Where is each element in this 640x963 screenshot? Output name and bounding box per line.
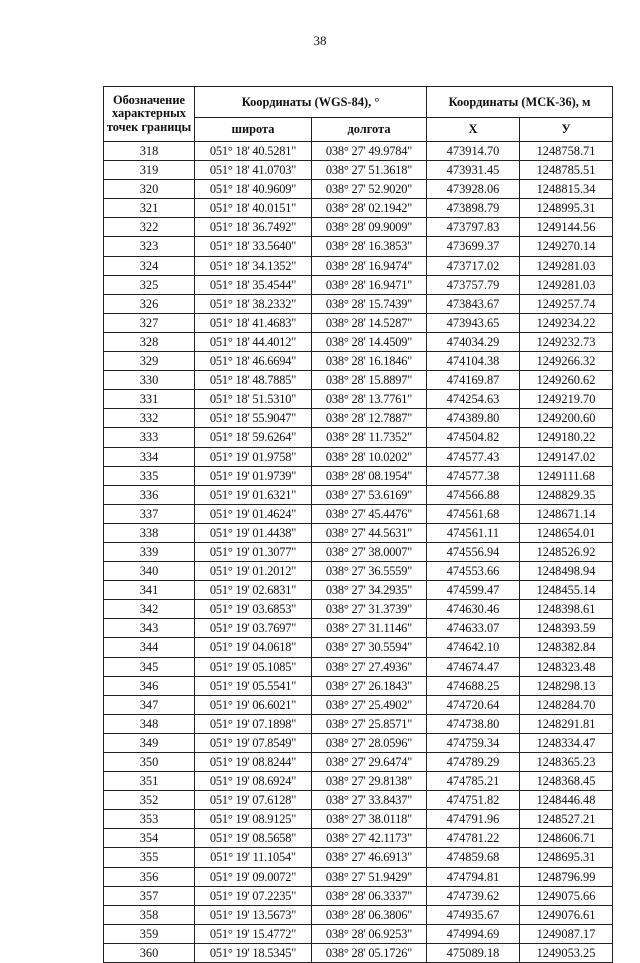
cell-x: 474577.43	[427, 447, 520, 466]
cell-point-id: 334	[104, 447, 195, 466]
cell-longitude: 038° 28' 14.5287"	[312, 313, 427, 332]
cell-x: 474794.81	[427, 867, 520, 886]
cell-latitude: 051° 19' 01.2012"	[195, 562, 312, 581]
table-row	[104, 180, 613, 199]
cell-x: 474561.11	[427, 523, 520, 542]
header-point-designation: Обозначение характерных точек границы	[104, 87, 195, 142]
cell-y: 1248671.14	[520, 504, 613, 523]
table-row	[104, 810, 613, 829]
cell-x: 474688.25	[427, 676, 520, 695]
cell-latitude: 051° 18' 40.9609"	[195, 180, 312, 199]
cell-longitude: 038° 28' 12.7887"	[312, 409, 427, 428]
cell-longitude: 038° 27' 38.0007"	[312, 542, 427, 561]
cell-latitude: 051° 18' 38.2332"	[195, 294, 312, 313]
cell-point-id: 344	[104, 638, 195, 657]
table-row	[104, 638, 613, 657]
table-row	[104, 581, 613, 600]
cell-longitude: 038° 27' 45.4476"	[312, 504, 427, 523]
cell-x: 474935.67	[427, 905, 520, 924]
cell-longitude: 038° 27' 26.1843"	[312, 676, 427, 695]
cell-point-id: 360	[104, 943, 195, 962]
cell-x: 473943.65	[427, 313, 520, 332]
cell-x: 473914.70	[427, 142, 520, 161]
table-row	[104, 867, 613, 886]
cell-point-id: 328	[104, 332, 195, 351]
cell-latitude: 051° 18' 40.0151"	[195, 199, 312, 218]
cell-point-id: 318	[104, 142, 195, 161]
cell-latitude: 051° 19' 07.1898"	[195, 714, 312, 733]
table-row	[104, 275, 613, 294]
cell-latitude: 051° 18' 41.4683"	[195, 313, 312, 332]
cell-latitude: 051° 19' 07.2235"	[195, 886, 312, 905]
table-row	[104, 142, 613, 161]
table-row	[104, 562, 613, 581]
cell-longitude: 038° 27' 36.5559"	[312, 562, 427, 581]
cell-x: 473898.79	[427, 199, 520, 218]
cell-point-id: 341	[104, 581, 195, 600]
cell-y: 1249075.66	[520, 886, 613, 905]
cell-x: 473928.06	[427, 180, 520, 199]
cell-longitude: 038° 27' 49.9784"	[312, 142, 427, 161]
cell-longitude: 038° 27' 51.3618"	[312, 161, 427, 180]
cell-longitude: 038° 28' 16.1846"	[312, 352, 427, 371]
cell-point-id: 349	[104, 733, 195, 752]
cell-latitude: 051° 19' 03.7697"	[195, 619, 312, 638]
cell-x: 474751.82	[427, 791, 520, 810]
cell-y: 1248498.94	[520, 562, 613, 581]
cell-x: 474553.66	[427, 562, 520, 581]
table-row	[104, 924, 613, 943]
cell-latitude: 051° 19' 07.8549"	[195, 733, 312, 752]
cell-y: 1249281.03	[520, 256, 613, 275]
cell-point-id: 319	[104, 161, 195, 180]
cell-point-id: 336	[104, 485, 195, 504]
cell-longitude: 038° 28' 06.3806"	[312, 905, 427, 924]
cell-y: 1249053.25	[520, 943, 613, 962]
cell-x: 474034.29	[427, 332, 520, 351]
cell-point-id: 330	[104, 371, 195, 390]
cell-x: 474739.62	[427, 886, 520, 905]
cell-longitude: 038° 28' 14.4509"	[312, 332, 427, 351]
table-row	[104, 753, 613, 772]
cell-point-id: 353	[104, 810, 195, 829]
cell-longitude: 038° 28' 06.3337"	[312, 886, 427, 905]
table-row	[104, 390, 613, 409]
table-row	[104, 237, 613, 256]
table-row	[104, 676, 613, 695]
table-row	[104, 294, 613, 313]
header-wgs84: Координаты (WGS-84), °	[195, 87, 427, 118]
cell-latitude: 051° 19' 01.9739"	[195, 466, 312, 485]
cell-point-id: 338	[104, 523, 195, 542]
cell-latitude: 051° 19' 01.3077"	[195, 542, 312, 561]
cell-longitude: 038° 28' 15.8897"	[312, 371, 427, 390]
cell-y: 1249076.61	[520, 905, 613, 924]
cell-x: 474785.21	[427, 772, 520, 791]
table-row	[104, 943, 613, 962]
cell-x: 474994.69	[427, 924, 520, 943]
table-row	[104, 199, 613, 218]
cell-x: 474599.47	[427, 581, 520, 600]
cell-x: 475089.18	[427, 943, 520, 962]
header-x: X	[427, 117, 520, 141]
cell-latitude: 051° 18' 46.6694"	[195, 352, 312, 371]
table-row	[104, 523, 613, 542]
header-msk36: Координаты (МСК-36), м	[427, 87, 613, 118]
cell-point-id: 329	[104, 352, 195, 371]
cell-y: 1248291.81	[520, 714, 613, 733]
cell-point-id: 356	[104, 867, 195, 886]
cell-y: 1249257.74	[520, 294, 613, 313]
cell-x: 473931.45	[427, 161, 520, 180]
cell-latitude: 051° 19' 03.6853"	[195, 600, 312, 619]
cell-longitude: 038° 27' 29.8138"	[312, 772, 427, 791]
cell-longitude: 038° 28' 16.9471"	[312, 275, 427, 294]
cell-latitude: 051° 18' 44.4012"	[195, 332, 312, 351]
table-body	[104, 142, 613, 963]
cell-y: 1248695.31	[520, 848, 613, 867]
cell-x: 473757.79	[427, 275, 520, 294]
cell-y: 1248398.61	[520, 600, 613, 619]
cell-latitude: 051° 19' 06.6021"	[195, 695, 312, 714]
cell-y: 1248368.45	[520, 772, 613, 791]
cell-point-id: 347	[104, 695, 195, 714]
cell-latitude: 051° 18' 40.5281"	[195, 142, 312, 161]
cell-point-id: 357	[104, 886, 195, 905]
cell-latitude: 051° 19' 08.6924"	[195, 772, 312, 791]
cell-x: 474504.82	[427, 428, 520, 447]
cell-y: 1248829.35	[520, 485, 613, 504]
cell-point-id: 351	[104, 772, 195, 791]
cell-latitude: 051° 18' 34.1352"	[195, 256, 312, 275]
cell-longitude: 038° 27' 31.1146"	[312, 619, 427, 638]
cell-longitude: 038° 27' 42.1173"	[312, 829, 427, 848]
cell-longitude: 038° 27' 29.6474"	[312, 753, 427, 772]
cell-x: 474781.22	[427, 829, 520, 848]
cell-longitude: 038° 27' 46.6913"	[312, 848, 427, 867]
cell-latitude: 051° 19' 08.5658"	[195, 829, 312, 848]
cell-y: 1249219.70	[520, 390, 613, 409]
cell-longitude: 038° 27' 52.9020"	[312, 180, 427, 199]
cell-y: 1248815.34	[520, 180, 613, 199]
table-row	[104, 657, 613, 676]
coordinates-table	[103, 86, 613, 963]
cell-x: 474577.38	[427, 466, 520, 485]
cell-latitude: 051° 19' 01.6321"	[195, 485, 312, 504]
table-row	[104, 352, 613, 371]
cell-y: 1249147.02	[520, 447, 613, 466]
table-row	[104, 791, 613, 810]
cell-y: 1249087.17	[520, 924, 613, 943]
cell-latitude: 051° 19' 01.4624"	[195, 504, 312, 523]
cell-point-id: 320	[104, 180, 195, 199]
cell-point-id: 322	[104, 218, 195, 237]
cell-x: 474630.46	[427, 600, 520, 619]
cell-y: 1248455.14	[520, 581, 613, 600]
table-row	[104, 332, 613, 351]
cell-point-id: 337	[104, 504, 195, 523]
cell-y: 1248446.48	[520, 791, 613, 810]
cell-point-id: 327	[104, 313, 195, 332]
table-row	[104, 848, 613, 867]
cell-longitude: 038° 27' 34.2935"	[312, 581, 427, 600]
cell-latitude: 051° 19' 08.9125"	[195, 810, 312, 829]
cell-point-id: 326	[104, 294, 195, 313]
cell-y: 1248527.21	[520, 810, 613, 829]
table-row	[104, 905, 613, 924]
cell-y: 1249232.73	[520, 332, 613, 351]
cell-latitude: 051° 18' 36.7492"	[195, 218, 312, 237]
cell-y: 1248334.47	[520, 733, 613, 752]
cell-x: 474389.80	[427, 409, 520, 428]
cell-point-id: 343	[104, 619, 195, 638]
cell-longitude: 038° 28' 10.0202"	[312, 447, 427, 466]
cell-y: 1249260.62	[520, 371, 613, 390]
cell-latitude: 051° 19' 07.6128"	[195, 791, 312, 810]
cell-longitude: 038° 27' 27.4936"	[312, 657, 427, 676]
cell-x: 474720.64	[427, 695, 520, 714]
cell-point-id: 333	[104, 428, 195, 447]
cell-latitude: 051° 18' 41.0703"	[195, 161, 312, 180]
cell-point-id: 335	[104, 466, 195, 485]
cell-point-id: 324	[104, 256, 195, 275]
table-row	[104, 447, 613, 466]
cell-point-id: 332	[104, 409, 195, 428]
cell-point-id: 358	[104, 905, 195, 924]
cell-point-id: 323	[104, 237, 195, 256]
table-row	[104, 256, 613, 275]
cell-longitude: 038° 28' 16.3853"	[312, 237, 427, 256]
cell-latitude: 051° 19' 18.5345"	[195, 943, 312, 962]
page-number: 38	[313, 33, 327, 48]
cell-point-id: 350	[104, 753, 195, 772]
cell-longitude: 038° 27' 25.8571"	[312, 714, 427, 733]
cell-longitude: 038° 27' 25.4902"	[312, 695, 427, 714]
cell-longitude: 038° 28' 06.9253"	[312, 924, 427, 943]
cell-latitude: 051° 18' 48.7885"	[195, 371, 312, 390]
cell-latitude: 051° 18' 35.4544"	[195, 275, 312, 294]
cell-x: 474561.68	[427, 504, 520, 523]
cell-latitude: 051° 19' 05.5541"	[195, 676, 312, 695]
cell-x: 474254.63	[427, 390, 520, 409]
cell-longitude: 038° 28' 08.1954"	[312, 466, 427, 485]
cell-latitude: 051° 18' 51.5310"	[195, 390, 312, 409]
cell-latitude: 051° 18' 59.6264"	[195, 428, 312, 447]
cell-point-id: 359	[104, 924, 195, 943]
table-row	[104, 504, 613, 523]
cell-latitude: 051° 19' 05.1085"	[195, 657, 312, 676]
cell-longitude: 038° 27' 30.5594"	[312, 638, 427, 657]
table-row	[104, 886, 613, 905]
cell-y: 1248606.71	[520, 829, 613, 848]
cell-latitude: 051° 19' 13.5673"	[195, 905, 312, 924]
table-row	[104, 714, 613, 733]
cell-x: 474674.47	[427, 657, 520, 676]
table-row	[104, 466, 613, 485]
cell-y: 1248796.99	[520, 867, 613, 886]
cell-y: 1248298.13	[520, 676, 613, 695]
cell-latitude: 051° 19' 11.1054"	[195, 848, 312, 867]
cell-y: 1248526.92	[520, 542, 613, 561]
cell-longitude: 038° 27' 51.9429"	[312, 867, 427, 886]
cell-x: 473717.02	[427, 256, 520, 275]
cell-point-id: 345	[104, 657, 195, 676]
table-row	[104, 829, 613, 848]
cell-y: 1249234.22	[520, 313, 613, 332]
cell-x: 473699.37	[427, 237, 520, 256]
cell-x: 474759.34	[427, 733, 520, 752]
cell-y: 1249200.60	[520, 409, 613, 428]
cell-y: 1248785.51	[520, 161, 613, 180]
cell-latitude: 051° 18' 33.5640"	[195, 237, 312, 256]
cell-point-id: 325	[104, 275, 195, 294]
cell-y: 1249266.32	[520, 352, 613, 371]
cell-x: 474633.07	[427, 619, 520, 638]
cell-y: 1249111.68	[520, 466, 613, 485]
cell-latitude: 051° 19' 02.6831"	[195, 581, 312, 600]
cell-x: 473797.83	[427, 218, 520, 237]
cell-latitude: 051° 18' 55.9047"	[195, 409, 312, 428]
cell-longitude: 038° 27' 31.3739"	[312, 600, 427, 619]
cell-y: 1248382.84	[520, 638, 613, 657]
cell-point-id: 339	[104, 542, 195, 561]
cell-point-id: 342	[104, 600, 195, 619]
cell-point-id: 355	[104, 848, 195, 867]
cell-longitude: 038° 28' 02.1942"	[312, 199, 427, 218]
table-row	[104, 772, 613, 791]
cell-point-id: 352	[104, 791, 195, 810]
cell-point-id: 346	[104, 676, 195, 695]
cell-x: 473843.67	[427, 294, 520, 313]
cell-longitude: 038° 28' 15.7439"	[312, 294, 427, 313]
cell-longitude: 038° 28' 05.1726"	[312, 943, 427, 962]
cell-y: 1248284.70	[520, 695, 613, 714]
cell-longitude: 038° 27' 28.0596"	[312, 733, 427, 752]
table-row	[104, 619, 613, 638]
header-latitude: широта	[195, 117, 312, 141]
cell-y: 1248758.71	[520, 142, 613, 161]
cell-x: 474566.88	[427, 485, 520, 504]
cell-longitude: 038° 27' 44.5631"	[312, 523, 427, 542]
cell-x: 474169.87	[427, 371, 520, 390]
cell-point-id: 321	[104, 199, 195, 218]
table-row	[104, 428, 613, 447]
cell-y: 1249180.22	[520, 428, 613, 447]
cell-latitude: 051° 19' 08.8244"	[195, 753, 312, 772]
cell-x: 474789.29	[427, 753, 520, 772]
cell-longitude: 038° 28' 11.7352"	[312, 428, 427, 447]
cell-x: 474791.96	[427, 810, 520, 829]
cell-y: 1249281.03	[520, 275, 613, 294]
header-y: У	[520, 117, 613, 141]
cell-x: 474642.10	[427, 638, 520, 657]
cell-y: 1248323.48	[520, 657, 613, 676]
table-row	[104, 371, 613, 390]
cell-y: 1249270.14	[520, 237, 613, 256]
cell-point-id: 348	[104, 714, 195, 733]
cell-x: 474556.94	[427, 542, 520, 561]
cell-longitude: 038° 27' 33.8437"	[312, 791, 427, 810]
cell-x: 474738.80	[427, 714, 520, 733]
cell-y: 1249144.56	[520, 218, 613, 237]
cell-latitude: 051° 19' 09.0072"	[195, 867, 312, 886]
cell-point-id: 340	[104, 562, 195, 581]
cell-longitude: 038° 27' 53.6169"	[312, 485, 427, 504]
table-row	[104, 485, 613, 504]
cell-latitude: 051° 19' 04.0618"	[195, 638, 312, 657]
cell-longitude: 038° 28' 13.7761"	[312, 390, 427, 409]
table-row	[104, 733, 613, 752]
cell-x: 474104.38	[427, 352, 520, 371]
cell-longitude: 038° 28' 09.9009"	[312, 218, 427, 237]
cell-longitude: 038° 27' 38.0118"	[312, 810, 427, 829]
cell-point-id: 354	[104, 829, 195, 848]
table-row	[104, 313, 613, 332]
cell-x: 474859.68	[427, 848, 520, 867]
table-row	[104, 600, 613, 619]
table-row	[104, 161, 613, 180]
header-longitude: долгота	[312, 117, 427, 141]
cell-y: 1248995.31	[520, 199, 613, 218]
table-row	[104, 409, 613, 428]
cell-y: 1248393.59	[520, 619, 613, 638]
cell-y: 1248654.01	[520, 523, 613, 542]
table-row	[104, 695, 613, 714]
cell-latitude: 051° 19' 01.9758"	[195, 447, 312, 466]
cell-longitude: 038° 28' 16.9474"	[312, 256, 427, 275]
cell-point-id: 331	[104, 390, 195, 409]
table-row	[104, 218, 613, 237]
cell-y: 1248365.23	[520, 753, 613, 772]
table-row	[104, 542, 613, 561]
cell-latitude: 051° 19' 15.4772"	[195, 924, 312, 943]
cell-latitude: 051° 19' 01.4438"	[195, 523, 312, 542]
